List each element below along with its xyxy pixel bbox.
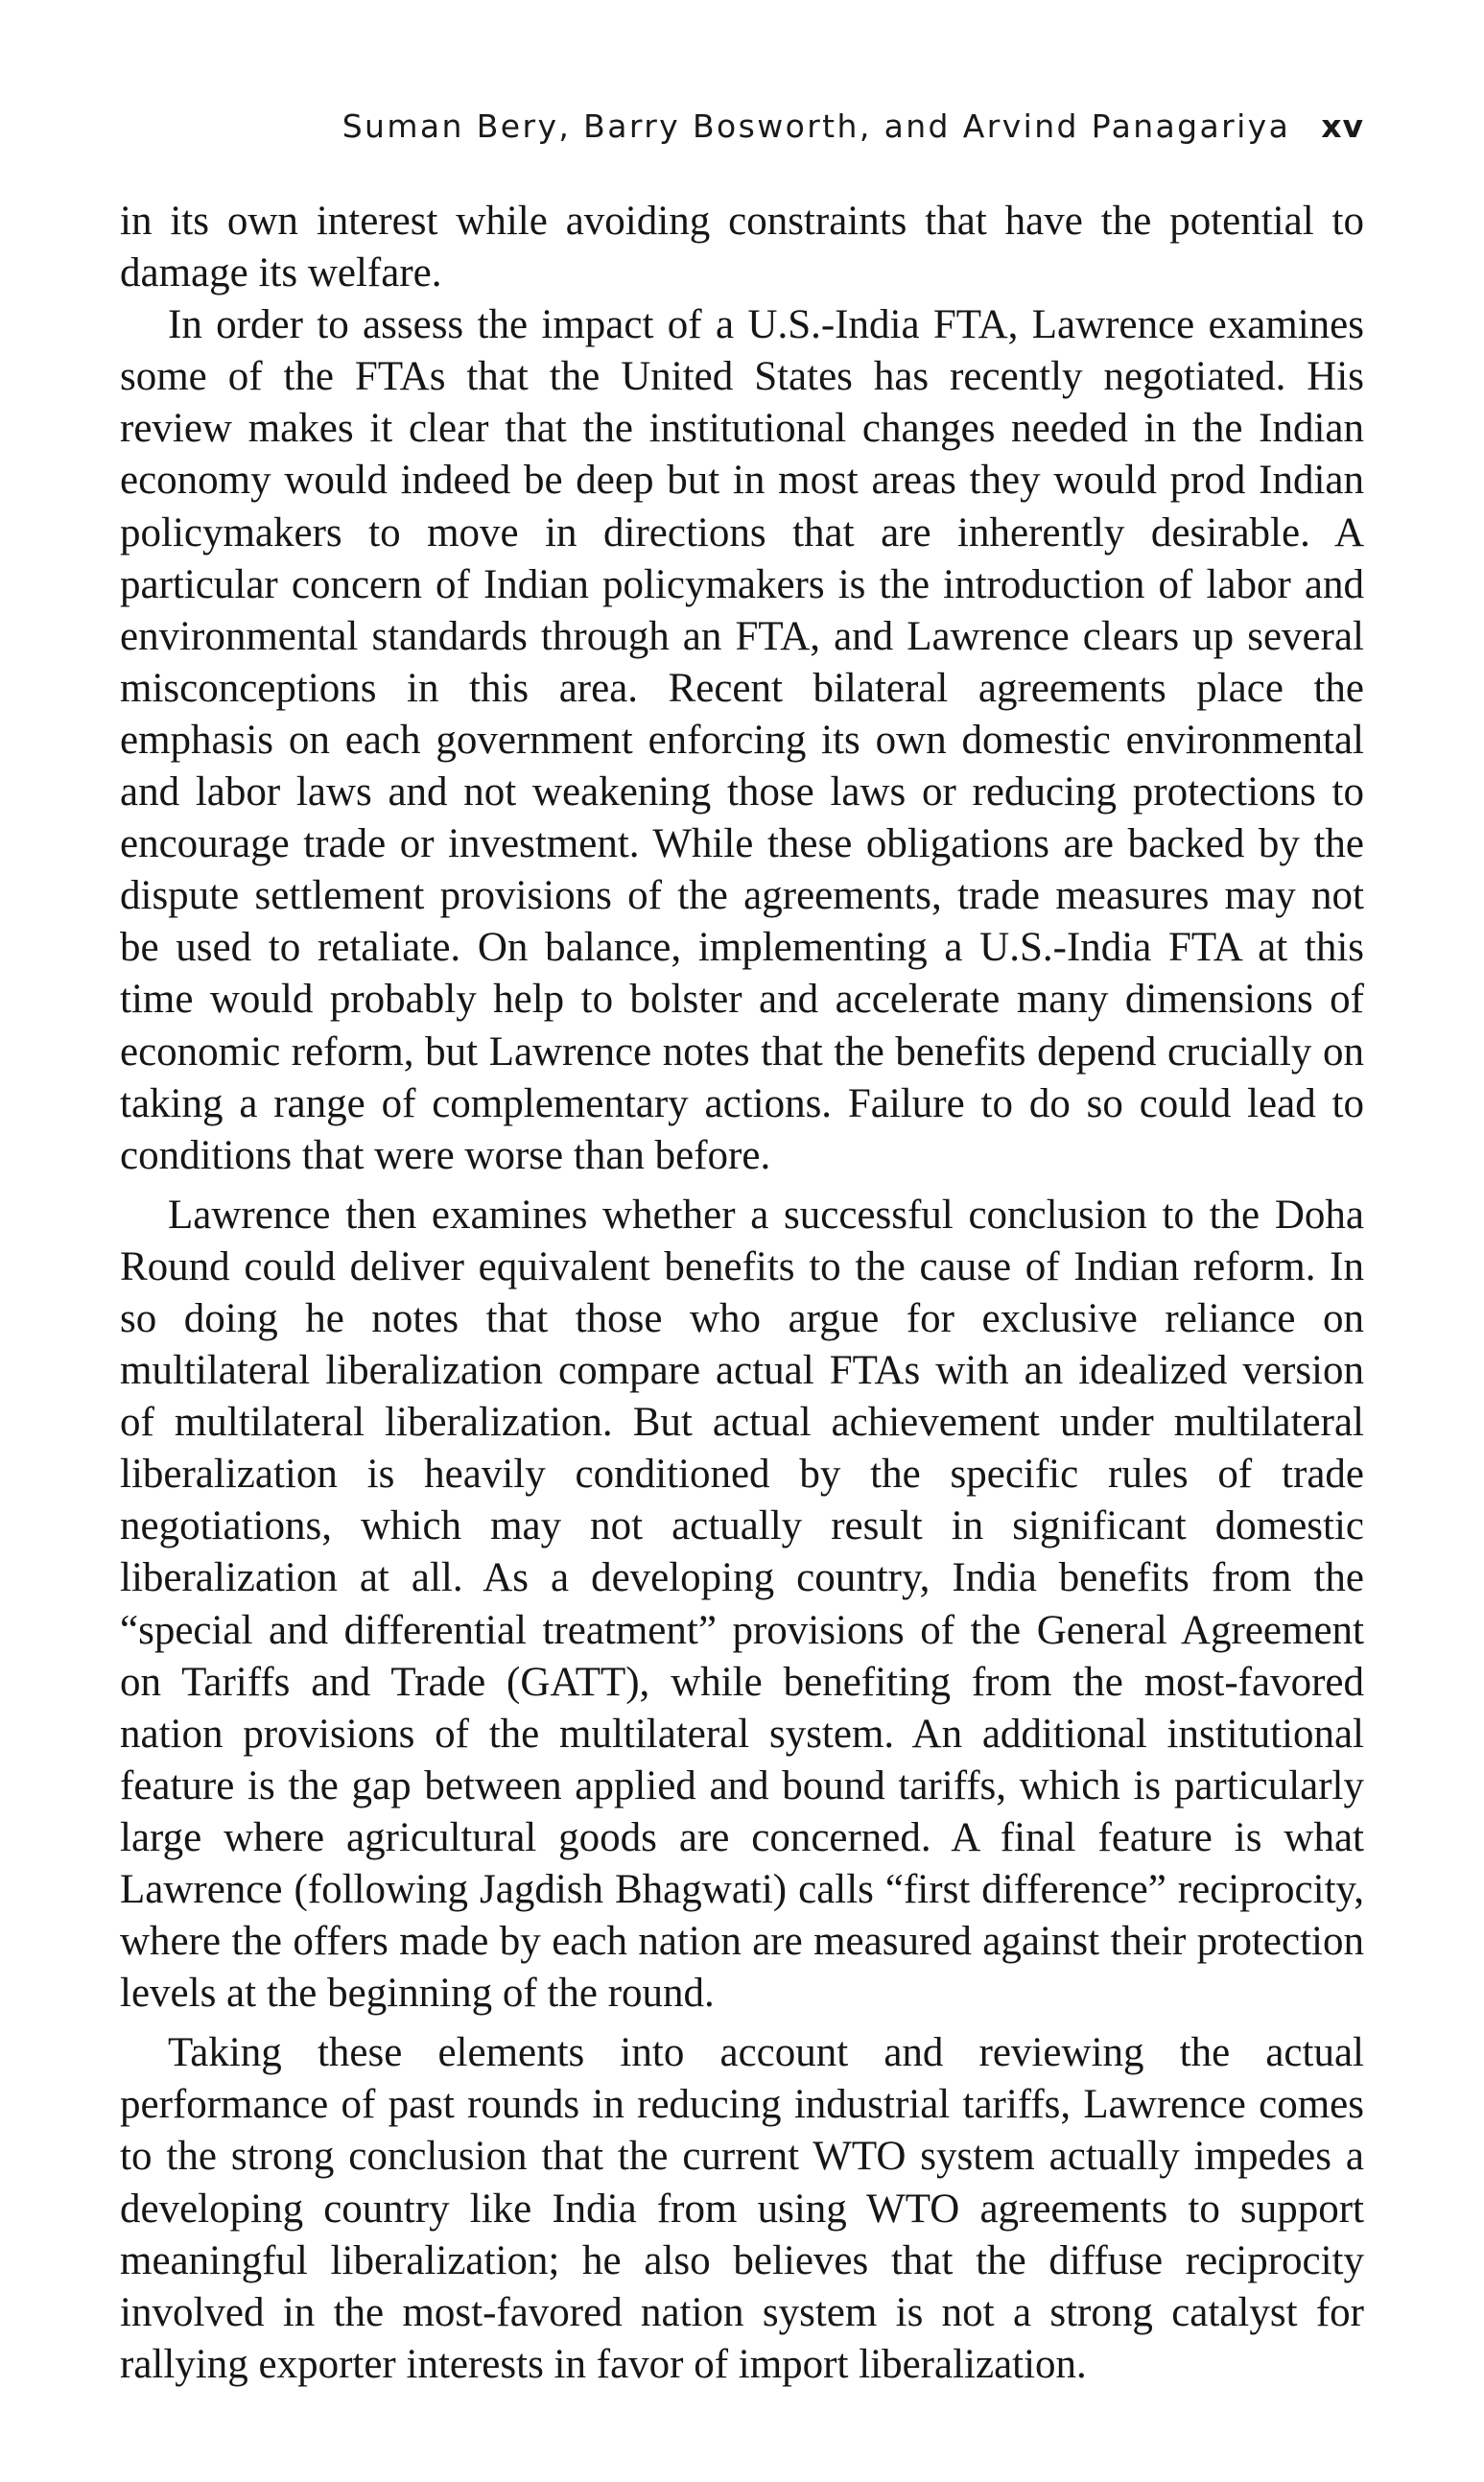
paragraph-continuation: in its own interest while avoiding constraints that have the potential to damage its welfare. [120, 199, 1364, 296]
paragraph: Lawrence then examines whether a successful conclusion to the Doha Round could deliver equivalent benefits to the cause of Indian reform. In so doing he notes that those who argue for exclusive reliance on multilateral liberalization compare actual FTAs with an idealized version of multilateral liberalization. But actual achievement under multilateral liberalization is heavily conditioned by the specific rules of trade negotiations, which may not actually result in significant domestic liberalization at all. As a developing country, India benefits from the “special and differential treatment” provisions of the General Agreement on Tariffs and Trade (GATT), while benefiting from the most-favored nation provisions of the multilateral system. An additional institutional feature is the gap between applied and bound tariffs, which is particularly large where agricultural goods are concerned. A final feature is what Lawrence (following Jagdish Bhagwati) calls “first difference” reciprocity, where the offers made by each nation are measured against their protection levels at the beginning of the round. [120, 1192, 1364, 2017]
body-text [120, 196, 1364, 2391]
running-header [120, 107, 1364, 165]
paragraph: Taking these elements into account and reviewing the actual performance of past rounds in reducing industrial tariffs, Lawrence comes to the strong conclusion that the current WTO system actually impedes a developing country like India from using WTO agreements to support meaningful liberalization; he also believes that the diffuse reciprocity involved in the most-favored nation system is not a strong catalyst for rallying exporter interests in favor of import liberalization. [120, 2030, 1364, 2387]
header-authors: Suman Bery, Barry Bosworth, and Arvind Panagariya [342, 107, 1291, 145]
paragraph: In order to assess the impact of a U.S.-India FTA, Lawrence examines some of the FTAs that the United States has recently negotiated. His review makes it clear that the institutional changes needed in the Indian economy would indeed be deep but in most areas they would prod Indian policymakers to move in directions that are inherently desirable. A particular concern of Indian policymakers is the introduction of labor and environmental standards through an FTA, and Lawrence clears up several misconceptions in this area. Recent bilateral agreements place the emphasis on each government enforcing its own domestic environmental and labor laws and not weakening those laws or reducing protections to encourage trade or investment. While these obligations are backed by the dispute settlement provisions of the agreements, trade measures may not be used to retaliate. On balance, implementing a U.S.-India FTA at this time would probably help to bolster and accelerate many dimensions of economic reform, but Lawrence notes that the benefits depend crucially on taking a range of complementary actions. Failure to do so could lead to conditions that were worse than before. [120, 302, 1364, 1178]
page-number: xv [1321, 107, 1364, 145]
